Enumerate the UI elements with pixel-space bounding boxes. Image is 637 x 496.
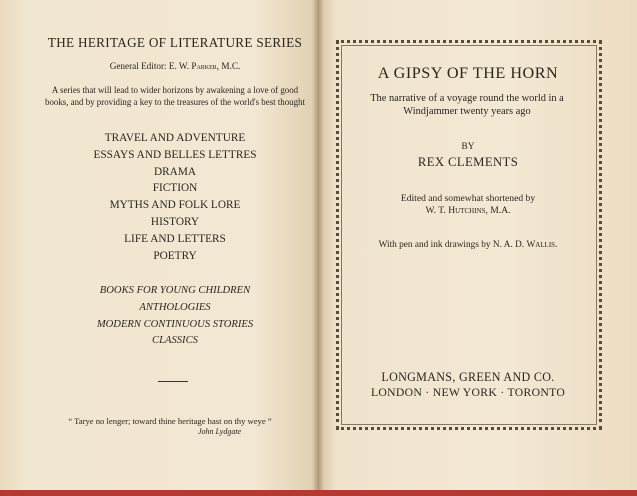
genre-item: POETRY bbox=[153, 249, 197, 262]
genre-item: ESSAYS AND BELLES LETTRES bbox=[93, 148, 257, 161]
genre-list bbox=[20, 130, 330, 264]
illustrator-line bbox=[340, 240, 596, 250]
epigraph-quote: “ Tarye no lenger; toward thine heritage hast on thy weye ” bbox=[68, 416, 272, 426]
young-readers-item: MODERN CONTINUOUS STORIES bbox=[96, 318, 254, 330]
series-editor-line bbox=[20, 61, 330, 71]
divider-rule bbox=[158, 381, 188, 382]
edited-note: Edited and somewhat shortened by bbox=[400, 193, 536, 204]
publisher-cities: LONDON · NEW YORK · TORONTO bbox=[370, 386, 566, 399]
publisher-name: LONGMANS, GREEN AND CO. bbox=[381, 370, 555, 384]
series-editor-name: Parker, M.C. bbox=[191, 61, 241, 71]
young-readers-item: ANTHOLOGIES bbox=[139, 301, 211, 313]
illustrator-prefix: With pen and ink drawings by N. A. D. bbox=[378, 240, 527, 250]
series-title: THE HERITAGE OF LITERATURE SERIES bbox=[47, 35, 303, 50]
book-editor-line bbox=[340, 205, 596, 216]
genre-item: TRAVEL AND ADVENTURE bbox=[104, 132, 246, 144]
book-title: A GIPSY OF THE HORN bbox=[377, 64, 559, 82]
genre-item: FICTION bbox=[152, 182, 198, 195]
series-editor-prefix: General Editor: E. W. bbox=[109, 61, 192, 71]
series-intro: A series that will lead to wider horizons by awakening a love of good books, and by providing a key to the treasures of the world's best thought bbox=[45, 85, 305, 107]
by-label: BY bbox=[461, 142, 475, 152]
young-readers-list bbox=[20, 283, 330, 350]
book-subtitle: The narrative of a voyage round the world in a Windjammer twenty years ago bbox=[370, 93, 564, 117]
genre-item: HISTORY bbox=[150, 215, 200, 228]
epigraph-attribution: John Lydgate bbox=[198, 427, 242, 436]
genre-item: DRAMA bbox=[153, 165, 197, 178]
book-editor-name: Hutchins, M.A. bbox=[448, 205, 511, 216]
genre-item: LIFE AND LETTERS bbox=[124, 232, 226, 245]
young-readers-item: CLASSICS bbox=[152, 335, 198, 347]
author-name: REX CLEMENTS bbox=[417, 155, 519, 169]
book-editor-prefix: W. T. bbox=[425, 205, 449, 216]
young-readers-item: BOOKS FOR YOUNG CHILDREN bbox=[99, 285, 251, 296]
genre-item: MYTHS AND FOLK LORE bbox=[109, 199, 241, 212]
illustrator-name: Wallis. bbox=[526, 240, 558, 250]
